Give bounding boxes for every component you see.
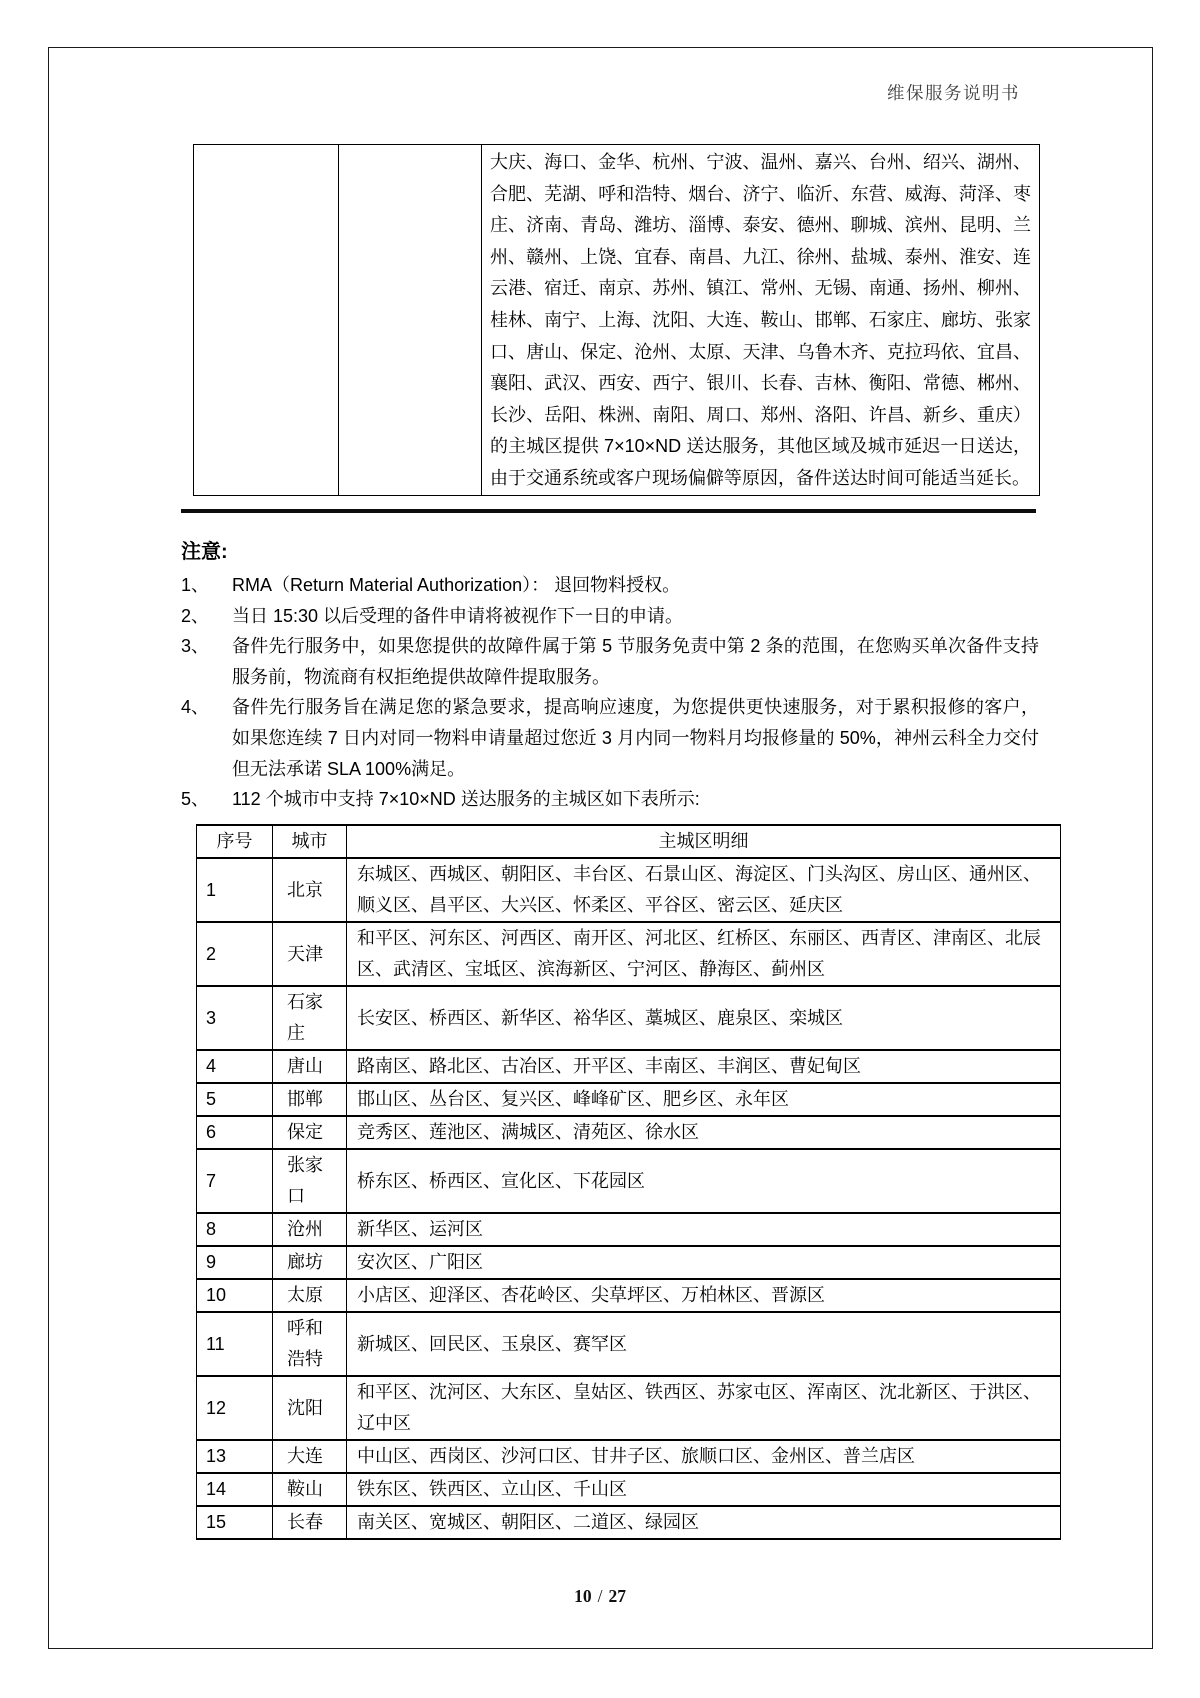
notice-item-text: 112 个城市中支持 7×10×ND 送达服务的主城区如下表所示: [232,789,700,810]
cell-districts: 邯山区、丛台区、复兴区、峰峰矿区、肥乡区、永年区 [347,1083,1061,1116]
cell-districts: 路南区、路北区、古冶区、开平区、丰南区、丰润区、曹妃甸区 [347,1050,1061,1083]
cell-city: 北京 [273,858,347,922]
cell-city: 天津 [273,922,347,986]
cell-no: 11 [197,1312,273,1376]
cell-no: 5 [197,1083,273,1116]
cell-districts: 和平区、沈河区、大东区、皇姑区、铁西区、苏家屯区、浑南区、沈北新区、于洪区、辽中区 [347,1376,1061,1440]
cell-city: 沈阳 [273,1376,347,1440]
cell-no: 12 [197,1376,273,1440]
notice-item [181,692,1039,784]
cell-districts: 新城区、回民区、玉泉区、赛罕区 [347,1312,1061,1376]
notice-item-number: 3、 [181,636,210,657]
notice-heading: 注意: [181,541,228,563]
cell-districts: 长安区、桥西区、新华区、裕华区、藁城区、鹿泉区、栾城区 [347,986,1061,1050]
page-number-total: 27 [608,1586,626,1606]
cell-districts: 新华区、运河区 [347,1213,1061,1246]
table-row [197,1506,1061,1539]
page-number-separator: / [597,1586,603,1606]
table-row [197,1116,1061,1149]
cell-districts: 桥东区、桥西区、宣化区、下花园区 [347,1149,1061,1213]
cell-districts: 小店区、迎泽区、杏花岭区、尖草坪区、万柏林区、晋源区 [347,1279,1061,1312]
cell-no: 13 [197,1440,273,1473]
section-divider-rule [181,509,1036,513]
table-row [197,1050,1061,1083]
notice-item-text: 备件先行服务中，如果您提供的故障件属于第 5 节服务免责中第 2 条的范围，在您购买单次备件支持服务前，物流商有权拒绝提供故障件提取服务。 [232,636,1039,687]
empty-cell-col1 [194,145,339,496]
cell-no: 8 [197,1213,273,1246]
continuation-table [193,144,1040,496]
page-header-title: 维保服务说明书 [887,83,1020,103]
notice-item [181,631,1039,692]
cell-city: 石家庄 [273,986,347,1050]
table-row [197,1376,1061,1440]
table-row [197,858,1061,922]
page-footer [0,1586,1200,1607]
header-cell-no: 序号 [197,825,273,858]
cell-districts: 南关区、宽城区、朝阳区、二道区、绿园区 [347,1506,1061,1539]
city-table-body [197,858,1061,1539]
cities-list-cell: 大庆、海口、金华、杭州、宁波、温州、嘉兴、台州、绍兴、湖州、合肥、芜湖、呼和浩特、烟台、济宁、临沂、东营、威海、菏泽、枣庄、济南、青岛、潍坊、淄博、泰安、德州、聊城、滨州、昆明、兰州、赣州、上饶、宜春、南昌、九江、徐州、盐城、泰州、淮安、连云港、宿迁、南京、苏州、镇江、常州、无锡、南通、扬州、柳州、桂林、南宁、上海、沈阳、大连、鞍山、邯郸、石家庄、廊坊、张家口、唐山、保定、沧州、太原、天津、乌鲁木齐、克拉玛依、宜昌、襄阳、武汉、西安、西宁、银川、长春、吉林、衡阳、常德、郴州、长沙、岳阳、株洲、南阳、周口、郑州、洛阳、许昌、新乡、重庆）的主城区提供 7×10×ND 送达服务，其他区域及城市延迟一日送达，由于交通系统或客户现场偏僻等原因，备件送达时间可能适当延长。 [482,145,1040,496]
cell-city: 廊坊 [273,1246,347,1279]
table-row [197,1440,1061,1473]
cell-no: 7 [197,1149,273,1213]
notice-item-text: 当日 15:30 以后受理的备件申请将被视作下一日的申请。 [232,605,684,626]
table-row [197,1279,1061,1312]
table-row [197,922,1061,986]
cell-no: 10 [197,1279,273,1312]
table-row [197,1473,1061,1506]
cell-city: 大连 [273,1440,347,1473]
cell-no: 6 [197,1116,273,1149]
cell-no: 15 [197,1506,273,1539]
cell-districts: 东城区、西城区、朝阳区、丰台区、石景山区、海淀区、门头沟区、房山区、通州区、顺义区、昌平区、大兴区、怀柔区、平谷区、密云区、延庆区 [347,858,1061,922]
cell-city: 长春 [273,1506,347,1539]
cell-city: 沧州 [273,1213,347,1246]
cell-city: 保定 [273,1116,347,1149]
cell-city: 呼和浩特 [273,1312,347,1376]
cell-no: 14 [197,1473,273,1506]
cell-no: 3 [197,986,273,1050]
table-row [197,986,1061,1050]
notice-item [181,570,1039,601]
cell-districts: 和平区、河东区、河西区、南开区、河北区、红桥区、东丽区、西青区、津南区、北辰区、武清区、宝坻区、滨海新区、宁河区、静海区、蓟州区 [347,922,1061,986]
cell-districts: 竞秀区、莲池区、满城区、清苑区、徐水区 [347,1116,1061,1149]
cell-city: 唐山 [273,1050,347,1083]
table-row [197,1246,1061,1279]
notice-item-text: 备件先行服务旨在满足您的紧急要求，提高响应速度，为您提供更快速服务，对于累积报修的客户，如果您连续 7 日内对同一物料申请量超过您近 3 月内同一物料月均报修量的 50%，神州云科全力交付但无法承诺 SLA 100%满足。 [232,697,1039,779]
notice-item-number: 2、 [181,605,210,626]
cell-no: 2 [197,922,273,986]
page-number-current: 10 [574,1586,592,1606]
table-row [197,1213,1061,1246]
empty-cell-col2 [339,145,482,496]
table-header-row [197,825,1061,858]
cell-city: 太原 [273,1279,347,1312]
notice-list [181,570,1039,815]
table-row [197,1149,1061,1213]
notice-item-number: 4、 [181,697,210,718]
table-row [194,145,1040,496]
notice-item [181,601,1039,632]
cell-districts: 中山区、西岗区、沙河口区、甘井子区、旅顺口区、金州区、普兰店区 [347,1440,1061,1473]
header-cell-city: 城市 [273,825,347,858]
cell-no: 1 [197,858,273,922]
cell-no: 4 [197,1050,273,1083]
table-row [197,1083,1061,1116]
cell-districts: 安次区、广阳区 [347,1246,1061,1279]
cell-districts: 铁东区、铁西区、立山区、千山区 [347,1473,1061,1506]
table-row [197,1312,1061,1376]
cell-city: 张家口 [273,1149,347,1213]
header-cell-districts: 主城区明细 [347,825,1061,858]
notice-item-text: RMA（Return Material Authorization）： 退回物料授权。 [232,575,681,595]
cell-city: 邯郸 [273,1083,347,1116]
notice-item [181,784,1039,815]
notice-item-number: 1、 [181,575,210,595]
cell-city: 鞍山 [273,1473,347,1506]
notice-item-number: 5、 [181,789,210,810]
city-districts-table [196,824,1061,1540]
cell-no: 9 [197,1246,273,1279]
